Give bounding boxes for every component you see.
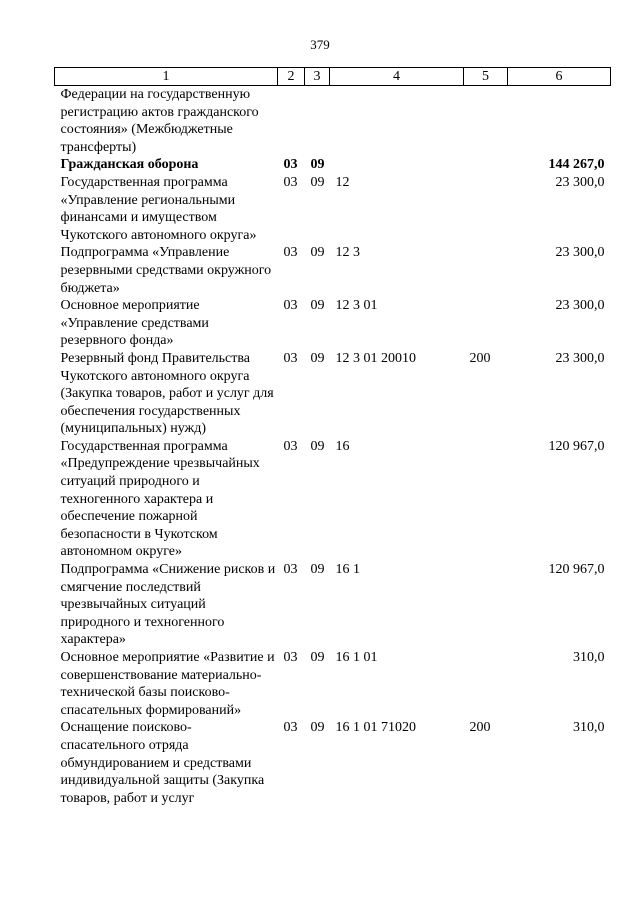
row-subsection: 09 xyxy=(310,562,325,578)
row-name: Оснащение поисково-спасательного отряда обмундированием и средствами индивидуальной защиты (Закупка товаров, работ и услуг xyxy=(60,720,265,806)
row-name: Резервный фонд Правительства Чукотского автономного округа (Закупка товаров, работ и услуг для обеспечения государственных (муниципальных) нужд) xyxy=(60,350,274,437)
row-expense-type: 200 xyxy=(469,720,491,736)
row-expense-type xyxy=(464,156,508,174)
row-target-article: 16 xyxy=(335,438,350,454)
row-amount: 23 300,0 xyxy=(555,350,605,366)
row-section: 03 xyxy=(283,298,298,314)
row-expense-type xyxy=(464,174,508,244)
row-amount: 144 267,0 xyxy=(548,157,605,173)
table-row xyxy=(55,244,611,297)
row-name: Гражданская оборона xyxy=(60,157,199,173)
row-section: 03 xyxy=(283,157,298,173)
row-section: 03 xyxy=(283,650,298,665)
row-target-article: 12 3 xyxy=(335,245,360,261)
row-section: 03 xyxy=(283,350,298,366)
table-row xyxy=(55,561,611,649)
row-section: 03 xyxy=(283,174,298,190)
table-row xyxy=(55,438,611,561)
row-expense-type xyxy=(464,561,508,649)
table-row xyxy=(55,156,611,174)
row-subsection: 09 xyxy=(310,350,325,366)
table-row xyxy=(55,649,611,719)
row-subsection: 09 xyxy=(310,438,325,454)
row-amount: 310,0 xyxy=(573,720,605,736)
row-section: 03 xyxy=(283,245,298,261)
row-subsection xyxy=(305,86,330,157)
row-subsection: 09 xyxy=(310,157,325,173)
table-row xyxy=(55,86,611,157)
row-section: 03 xyxy=(283,720,298,736)
row-target-article: 12 3 01 20010 xyxy=(335,350,416,366)
table-row xyxy=(55,350,611,438)
row-target-article xyxy=(330,156,464,174)
column-header-target-article: 4 xyxy=(330,68,464,86)
row-name: Подпрограмма «Управление резервными средствами окружного бюджета» xyxy=(60,245,272,296)
row-subsection: 09 xyxy=(310,174,325,190)
header-row xyxy=(55,68,611,86)
column-header-section: 2 xyxy=(278,68,305,86)
row-name: Основное мероприятие «Развитие и совершенствование материально-технической базы поисково-спасательных формирований» xyxy=(60,650,275,718)
row-subsection: 09 xyxy=(310,298,325,314)
row-amount: 23 300,0 xyxy=(555,174,605,190)
row-section: 03 xyxy=(283,562,298,578)
row-target-article: 16 1 xyxy=(335,562,360,578)
row-amount xyxy=(508,86,611,157)
table-row xyxy=(55,174,611,244)
row-target-article: 16 1 01 xyxy=(335,650,378,665)
row-expense-type xyxy=(464,649,508,719)
row-amount: 120 967,0 xyxy=(548,562,605,578)
row-name: Федерации на государственную регистрацию актов гражданского состояния» (Межбюджетные трансферты) xyxy=(60,87,259,155)
row-expense-type xyxy=(464,244,508,297)
row-name: Государственная программа «Управление региональными финансами и имуществом Чукотского автономного округа» xyxy=(60,174,257,243)
row-subsection: 09 xyxy=(310,650,325,665)
column-header-amount: 6 xyxy=(508,68,611,86)
row-name: Государственная программа «Предупреждение чрезвычайных ситуаций природного и техногенного характера и обеспечение пожарной безопасности в Чукотском автономном округе» xyxy=(60,438,260,560)
column-header-expense-type: 5 xyxy=(464,68,508,86)
row-amount: 310,0 xyxy=(573,650,605,665)
row-expense-type xyxy=(464,86,508,157)
row-name: Основное мероприятие «Управление средствами резервного фонда» xyxy=(60,298,209,349)
row-subsection: 09 xyxy=(310,245,325,261)
column-header-name: 1 xyxy=(55,68,278,86)
row-section: 03 xyxy=(283,438,298,454)
row-section xyxy=(278,86,305,157)
row-amount: 23 300,0 xyxy=(555,245,605,261)
row-name: Подпрограмма «Снижение рисков и смягчение последствий чрезвычайных ситуаций природного и техногенного характера» xyxy=(60,562,276,648)
row-subsection: 09 xyxy=(310,720,325,736)
row-amount: 23 300,0 xyxy=(555,298,605,314)
budget-table xyxy=(54,67,611,807)
page-number: 379 xyxy=(310,37,330,52)
table-header xyxy=(55,68,611,86)
row-target-article: 12 xyxy=(335,174,350,190)
row-amount: 120 967,0 xyxy=(548,438,605,454)
table-row xyxy=(55,719,611,807)
row-expense-type xyxy=(464,297,508,350)
row-expense-type xyxy=(464,438,508,561)
column-header-subsection: 3 xyxy=(305,68,330,86)
row-target-article xyxy=(330,86,464,157)
table-body xyxy=(55,86,611,808)
row-target-article: 16 1 01 71020 xyxy=(335,720,416,736)
table-row xyxy=(55,297,611,350)
row-target-article: 12 3 01 xyxy=(335,298,378,314)
row-expense-type: 200 xyxy=(469,350,491,366)
